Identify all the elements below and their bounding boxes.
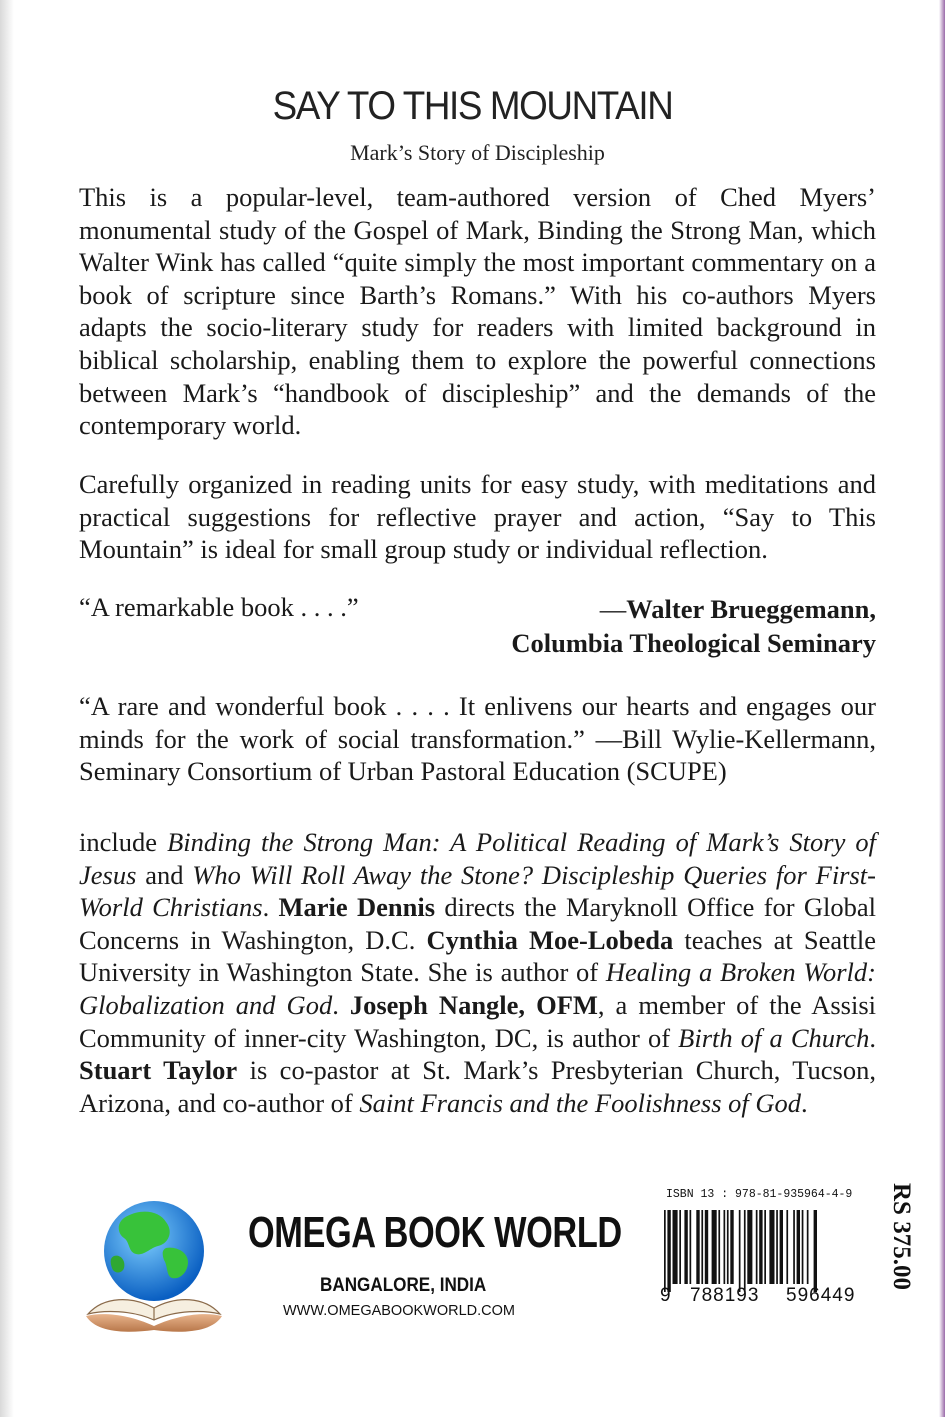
author-name: Cynthia Moe-Lobeda [426,924,674,955]
publisher-website: WWW.OMEGABOOKWORLD.COM [283,1303,515,1319]
barcode-bars [664,1210,876,1292]
barcode-digits-right: 596449 [786,1285,856,1306]
book-title-ref: Binding the Strong Man: A Political Reading of Mark’s Story of Jesus [79,827,877,890]
barcode-bar [764,1210,766,1284]
price-label [881,1183,917,1313]
blurb-paragraph-2: Carefully organized in reading units for easy study, with meditations and practical suggestions for reflective prayer and action, “Say to This Mountain” is ideal for small group study or individual reflection. [79,469,876,565]
attribution-dash: — [599,594,627,624]
barcode-digits-left: 788193 [690,1285,760,1306]
barcode-bar [730,1210,733,1284]
author-name: Stuart Taylor [79,1055,238,1086]
barcode-bar [684,1210,687,1284]
bio-text: , a member of the Assisi Community of inner-city Washington, DC, is author of [79,989,877,1053]
book-title: SAY TO THIS MOUNTAIN [272,84,673,128]
barcode-bar [718,1210,720,1284]
barcode-bar [679,1210,681,1284]
barcode-bar [797,1210,800,1284]
bio-text: directs the Maryknoll Office for Global Concerns in Washington, D.C. [79,892,876,955]
book-title-ref: Who Will Roll Away the Stone? Discipleship Queries for First-World Christians [79,859,876,923]
bio-text: . [262,892,279,923]
barcode-bar [802,1210,804,1284]
isbn-label: ISBN 13 : 978-81-935964-4-9 [666,1188,853,1201]
barcode-bar [776,1210,778,1284]
isbn-barcode [660,1188,882,1323]
page-edge-color [939,0,945,1417]
barcode-bar [705,1210,708,1284]
barcode-bar [727,1210,729,1284]
barcode-bar [814,1210,817,1292]
barcode-bar [769,1210,774,1284]
endorsement-quote-2: “A rare and wonderful book . . . . It enlivens our hearts and engages our minds for the work of social transformation.” —Bill Wylie-Kellermann, Seminary Consortium of Urban Pastoral Education (SCUPE) [79,691,876,787]
book-title-ref: Birth of a Church [678,1022,870,1053]
barcode-bar [664,1210,666,1292]
barcode-bar [667,1210,670,1292]
barcode-bar [744,1210,746,1292]
endorser-name: Walter Brueggemann, [626,594,876,624]
publisher-name: OMEGA BOOK WORLD [248,1208,622,1257]
barcode-bar [759,1210,762,1284]
barcode-bar [696,1210,699,1284]
bio-text: is co-pastor at St. Mark’s Presbyterian Church, Tucson, Arizona, and co-author of [79,1055,876,1118]
barcode-bar [793,1210,795,1284]
author-name: Marie Dennis [278,892,436,923]
barcode-bar [747,1210,752,1284]
barcode-bar [690,1210,692,1284]
book-subtitle: Mark’s Story of Discipleship [350,140,605,165]
barcode-bar [712,1210,717,1284]
publisher-location: BANGALORE, INDIA [320,1275,487,1296]
barcode-bar [807,1210,809,1284]
barcode-bar [739,1210,741,1292]
bio-text: and [136,859,193,890]
bio-text: . [869,1022,877,1053]
endorser-affiliation: Columbia Theological Seminary [511,628,876,658]
bio-text: . [801,1087,808,1118]
price-text: RS 375.00 [888,1183,915,1290]
globe-on-open-book-icon [84,1196,224,1336]
author-bios [79,826,876,1119]
barcode-bar [756,1210,758,1284]
book-title-ref: Healing a Broken World: Globalization and God [79,957,876,1020]
page-edge-shadow [0,0,14,1417]
blurb-paragraph-1: This is a popular-level, team-authored version of Ched Myers’ monumental study of the Gospel of Mark, Binding the Strong Man, which Walter Wink has called “quite simply the most important commentary on a book of scripture since Barth’s Romans.” With his co-authors Myers adapts the socio-literary study for readers with limited background in biblical scholarship, enabling them to explore the powerful connections between Mark’s “handbook of discipleship” and the demands of the contemporary world. [79,182,876,441]
author-name: Joseph Nangle, OFM [349,989,598,1020]
barcode-bar [724,1210,726,1284]
bio-text: . [332,989,350,1020]
bio-text: teaches at Seattle University in Washington State. She is author of [79,924,876,988]
barcode-bar [780,1210,783,1284]
barcode-bar [786,1210,788,1284]
barcode-bar [701,1210,703,1284]
barcode-bar [673,1210,678,1284]
endorsement-quote: “A remarkable book . . . .” [79,592,359,622]
barcode-lead-digit: 9 [660,1285,671,1306]
bio-text: include [79,827,168,857]
endorsement-attribution [511,592,876,660]
book-title-ref: Saint Francis and the Foolishness of God [359,1087,802,1118]
